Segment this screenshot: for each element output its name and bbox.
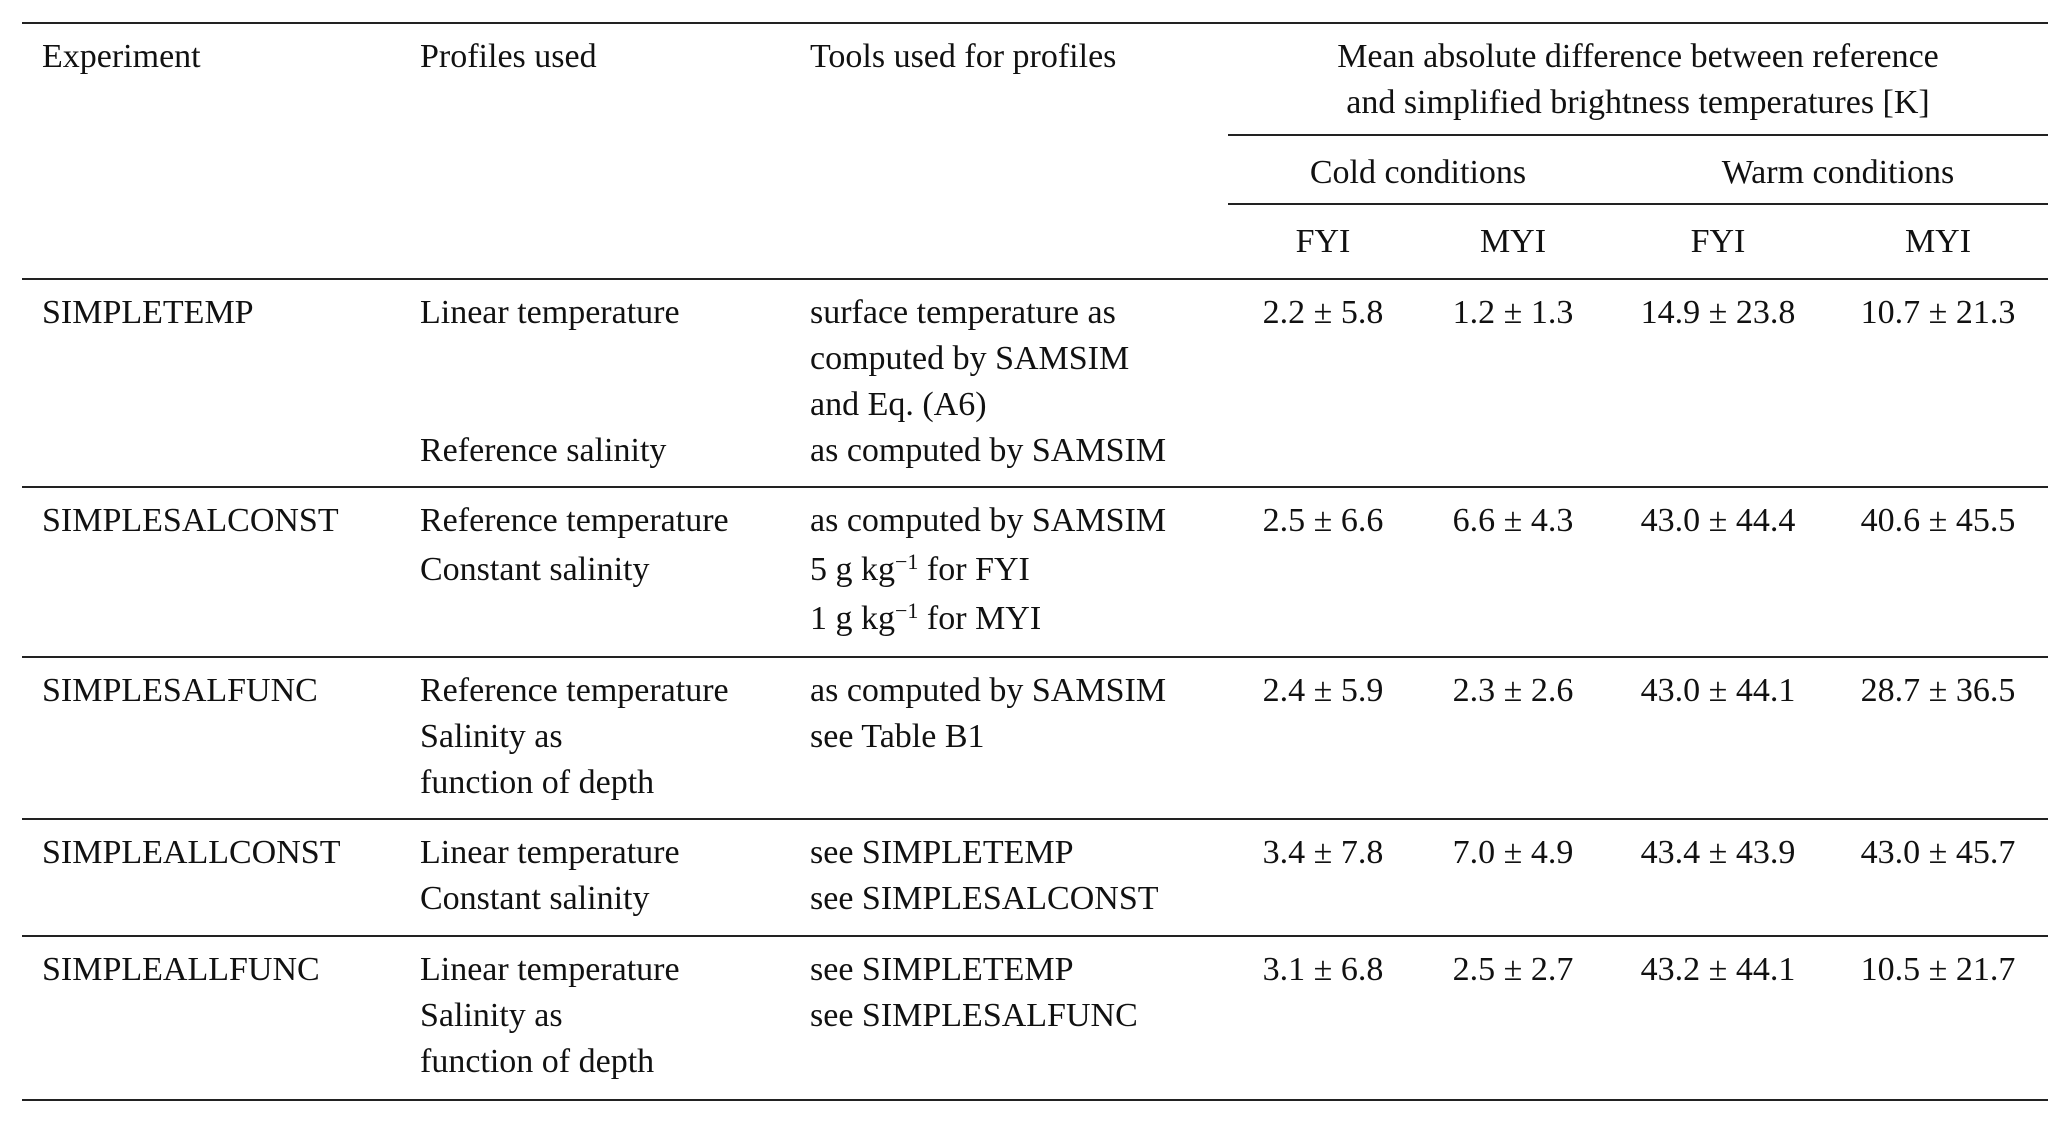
cell-cold-myi: 6.6 ± 4.3 <box>1452 502 1574 539</box>
cell-cold-myi: 7.0 ± 4.9 <box>1452 834 1574 871</box>
row-profile: Linear temperature <box>420 834 680 871</box>
row-tool: see SIMPLETEMP <box>810 951 1074 988</box>
cell-warm-myi: 40.6 ± 45.5 <box>1860 502 2016 539</box>
cell-warm-fyi: 14.9 ± 23.8 <box>1640 294 1796 331</box>
row-tool: see SIMPLESALCONST <box>810 880 1159 917</box>
conditions-underline <box>1228 203 2048 205</box>
top-rule <box>22 22 2048 24</box>
header-tools: Tools used for profiles <box>810 38 1117 75</box>
cell-cold-fyi: 3.4 ± 7.8 <box>1262 834 1384 871</box>
row-profile: Salinity as <box>420 997 563 1034</box>
header-bottom-rule <box>22 278 2048 280</box>
cell-cold-fyi: 3.1 ± 6.8 <box>1262 951 1384 988</box>
cell-warm-myi: 28.7 ± 36.5 <box>1860 672 2016 709</box>
header-profiles-used: Profiles used <box>420 38 597 75</box>
row-profile: Constant salinity <box>420 551 650 588</box>
row-separator-4 <box>22 935 2048 937</box>
row-profile: Salinity as <box>420 718 563 755</box>
row-experiment: SIMPLEALLFUNC <box>42 951 320 988</box>
cell-warm-myi: 43.0 ± 45.7 <box>1860 834 2016 871</box>
cell-warm-myi: 10.7 ± 21.3 <box>1860 294 2016 331</box>
row-tool-fyi-salinity: 5 g $kg^{-1}$ for FYI <box>810 549 1030 588</box>
row-separator-2 <box>22 656 2048 658</box>
row-profile: Reference temperature <box>420 672 729 709</box>
cell-cold-fyi: 2.4 ± 5.9 <box>1262 672 1384 709</box>
cell-cold-myi: 1.2 ± 1.3 <box>1452 294 1574 331</box>
row-experiment: SIMPLEALLCONST <box>42 834 341 871</box>
row-tool: as computed by SAMSIM <box>810 502 1167 539</box>
header-cold-fyi: FYI <box>1295 223 1351 260</box>
row-experiment: SIMPLESALCONST <box>42 502 339 539</box>
row-profile: function of depth <box>420 764 655 801</box>
mad-underline <box>1228 134 2048 136</box>
header-cold-myi: MYI <box>1479 223 1547 260</box>
cell-warm-fyi: 43.4 ± 43.9 <box>1640 834 1796 871</box>
row-tool: see SIMPLETEMP <box>810 834 1074 871</box>
row-tool-myi-salinity: 1 g $kg^{-1}$ for MYI <box>810 598 1042 637</box>
header-warm-fyi: FYI <box>1690 223 1746 260</box>
row-profile: Linear temperature <box>420 294 680 331</box>
row-separator-3 <box>22 818 2048 820</box>
cell-warm-myi: 10.5 ± 21.7 <box>1860 951 2016 988</box>
row-experiment: SIMPLETEMP <box>42 294 254 331</box>
row-tool: see Table B1 <box>810 718 985 755</box>
cell-cold-myi: 2.3 ± 2.6 <box>1452 672 1574 709</box>
header-warm-conditions: Warm conditions <box>1721 154 1955 191</box>
header-mad-line2: and simplified brightness temperatures [K] <box>1346 84 1930 121</box>
row-tool: and Eq. (A6) <box>810 386 987 423</box>
cell-warm-fyi: 43.0 ± 44.1 <box>1640 672 1796 709</box>
row-profile: Constant salinity <box>420 880 650 917</box>
cell-cold-fyi: 2.5 ± 6.6 <box>1262 502 1384 539</box>
row-tool: surface temperature as <box>810 294 1116 331</box>
row-tool: computed by SAMSIM <box>810 340 1130 377</box>
row-profile: Reference temperature <box>420 502 729 539</box>
row-tool: as computed by SAMSIM <box>810 672 1167 709</box>
row-separator-1 <box>22 486 2048 488</box>
cell-warm-fyi: 43.2 ± 44.1 <box>1640 951 1796 988</box>
header-cold-conditions: Cold conditions <box>1309 154 1527 191</box>
header-experiment: Experiment <box>42 38 201 75</box>
cell-cold-fyi: 2.2 ± 5.8 <box>1262 294 1384 331</box>
row-experiment: SIMPLESALFUNC <box>42 672 318 709</box>
bottom-rule <box>22 1099 2048 1101</box>
row-tool: as computed by SAMSIM <box>810 432 1167 469</box>
header-warm-myi: MYI <box>1904 223 1972 260</box>
header-mad-line1: Mean absolute difference between reference <box>1337 38 1939 75</box>
cell-cold-myi: 2.5 ± 2.7 <box>1452 951 1574 988</box>
row-profile: function of depth <box>420 1043 655 1080</box>
row-tool: see SIMPLESALFUNC <box>810 997 1138 1034</box>
cell-warm-fyi: 43.0 ± 44.4 <box>1640 502 1796 539</box>
row-profile: Linear temperature <box>420 951 680 988</box>
row-profile: Reference salinity <box>420 432 667 469</box>
